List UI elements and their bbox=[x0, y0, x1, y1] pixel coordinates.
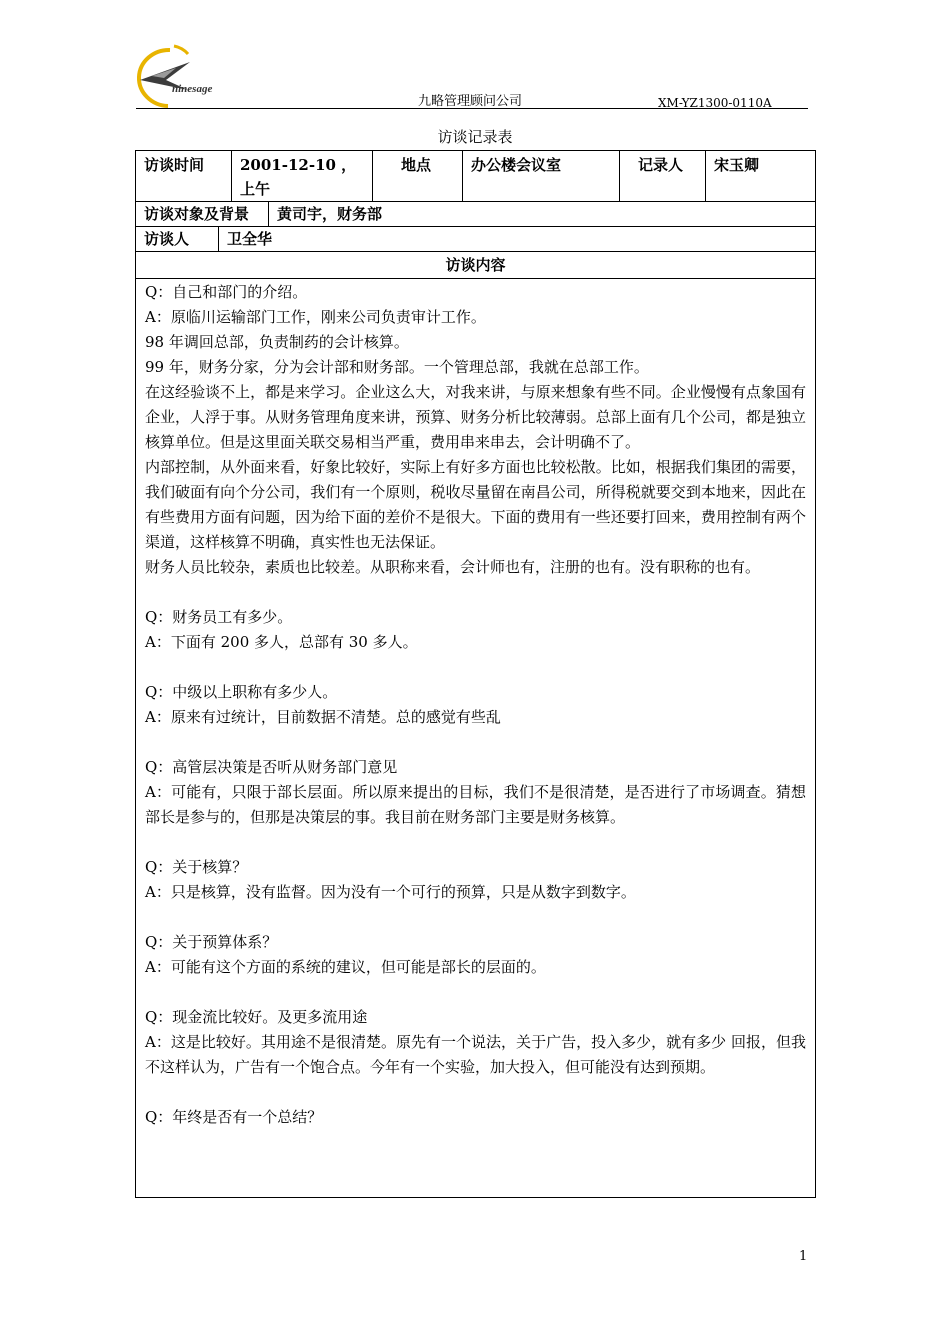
header-rule bbox=[136, 108, 808, 109]
question-line: Q：财务员工有多少。 bbox=[145, 608, 293, 626]
answer-line: A：只是核算，没有监督。因为没有一个可行的预算，只是从数字到数字。 bbox=[145, 883, 636, 901]
answer-line: A：下面有 200 多人，总部有 30 多人。 bbox=[145, 633, 418, 651]
info-row-subject bbox=[136, 202, 815, 227]
paragraph: 在这经验谈不上，都是来学习。企业这么大，对我来讲，与原来想象有些不同。企业慢慢有点象国有企业，人浮于事。从财务管理角度来讲，预算、财务分析比较薄弱。总部上面有几个公司，都是独立核算单位。但是这里面关联交易相当严重，费用串来串去，会计明确不了。 bbox=[145, 383, 806, 451]
recorder-label: 记录人 bbox=[619, 151, 705, 201]
document-number: XM-YZ1300-0110A bbox=[658, 96, 772, 110]
answer-line: A：原来有过统计，目前数据不清楚。总的感觉有些乱 bbox=[145, 708, 501, 726]
time-value: 2001-12-10 ， 上午 bbox=[231, 151, 372, 201]
question-line: Q：高管层决策是否听从财务部门意见 bbox=[145, 758, 398, 776]
form-title: 访谈记录表 bbox=[437, 128, 513, 146]
subject-label: 访谈对象及背景 bbox=[144, 205, 250, 223]
content-heading: 访谈内容 bbox=[445, 256, 506, 274]
info-row-interviewer bbox=[136, 227, 815, 252]
interviewer-label: 访谈人 bbox=[144, 230, 190, 248]
company-name: 九略管理顾问公司 bbox=[418, 94, 523, 109]
place-value: 办公楼会议室 bbox=[462, 151, 619, 201]
question-line: Q：自己和部门的介绍。 bbox=[145, 283, 308, 301]
ninesage-logo bbox=[130, 40, 240, 110]
question-line: Q：现金流比较好。及更多流用途 bbox=[145, 1008, 368, 1026]
recorder-value: 宋玉卿 bbox=[705, 151, 815, 201]
question-line: Q：关于预算体系？ bbox=[145, 933, 278, 951]
question-line: Q：年终是否有一个总结？ bbox=[145, 1108, 323, 1126]
place-label: 地点 bbox=[372, 151, 462, 201]
answer-line: A：原临川运输部门工作，刚来公司负责审计工作。 bbox=[145, 308, 486, 326]
paragraph-gap bbox=[145, 980, 806, 1005]
interviewer-value: 卫全华 bbox=[218, 227, 815, 251]
question-line: Q：中级以上职称有多少人。 bbox=[145, 683, 338, 701]
content-heading-row bbox=[136, 252, 815, 279]
time-label: 访谈时间 bbox=[144, 156, 205, 174]
page-number: 1 bbox=[799, 1249, 808, 1264]
paragraph: 内部控制，从外面来看，好象比较好，实际上有好多方面也比较松散。比如，根据我们集团的需要，我们破面有向个分公司，我们有一个原则，税收尽量留在南昌公司，所得税就要交到本地来，因此在有些费用方面有问题，因为给下面的差价不是很大。下面的费用有一些还要打回来，费用控制有两个渠道，这样核算不明确，真实性也无法保证。 bbox=[145, 458, 806, 551]
paragraph: 98 年调回总部，负责制药的会计核算。 bbox=[145, 333, 409, 351]
paragraph: 99 年，财务分家，分为会计部和财务部。一个管理总部，我就在总部工作。 bbox=[145, 358, 649, 376]
logo-wordmark: ninesage bbox=[172, 83, 213, 95]
paragraph-gap bbox=[145, 905, 806, 930]
paragraph-gap bbox=[145, 1080, 806, 1105]
paragraph: 财务人员比较杂，素质也比较差。从职称来看，会计师也有，注册的也有。没有职称的也有。 bbox=[145, 558, 761, 576]
answer-line: A：可能有这个方面的系统的建议，但可能是部长的层面的。 bbox=[145, 958, 546, 976]
interview-content bbox=[136, 279, 815, 1130]
answer-line: A：这是比较好。其用途不是很清楚。原先有一个说法，关于广告，投入多少，就有多少 回报，但我不这样认为，广告有一个饱合点。今年有一个实验，加大投入，但可能没有达到预期。 bbox=[145, 1033, 806, 1076]
interview-record-table bbox=[135, 150, 816, 1198]
subject-value: 黄司宇，财务部 bbox=[268, 202, 815, 226]
paragraph-gap bbox=[145, 730, 806, 755]
info-row-time bbox=[136, 151, 815, 202]
paragraph-gap bbox=[145, 580, 806, 605]
answer-line: A：可能有，只限于部长层面。所以原来提出的目标，我们不是很清楚，是否进行了市场调查。猜想部长是参与的，但那是决策层的事。我目前在财务部门主要是财务核算。 bbox=[145, 783, 806, 826]
question-line: Q：关于核算？ bbox=[145, 858, 248, 876]
paragraph-gap bbox=[145, 830, 806, 855]
paragraph-gap bbox=[145, 655, 806, 680]
